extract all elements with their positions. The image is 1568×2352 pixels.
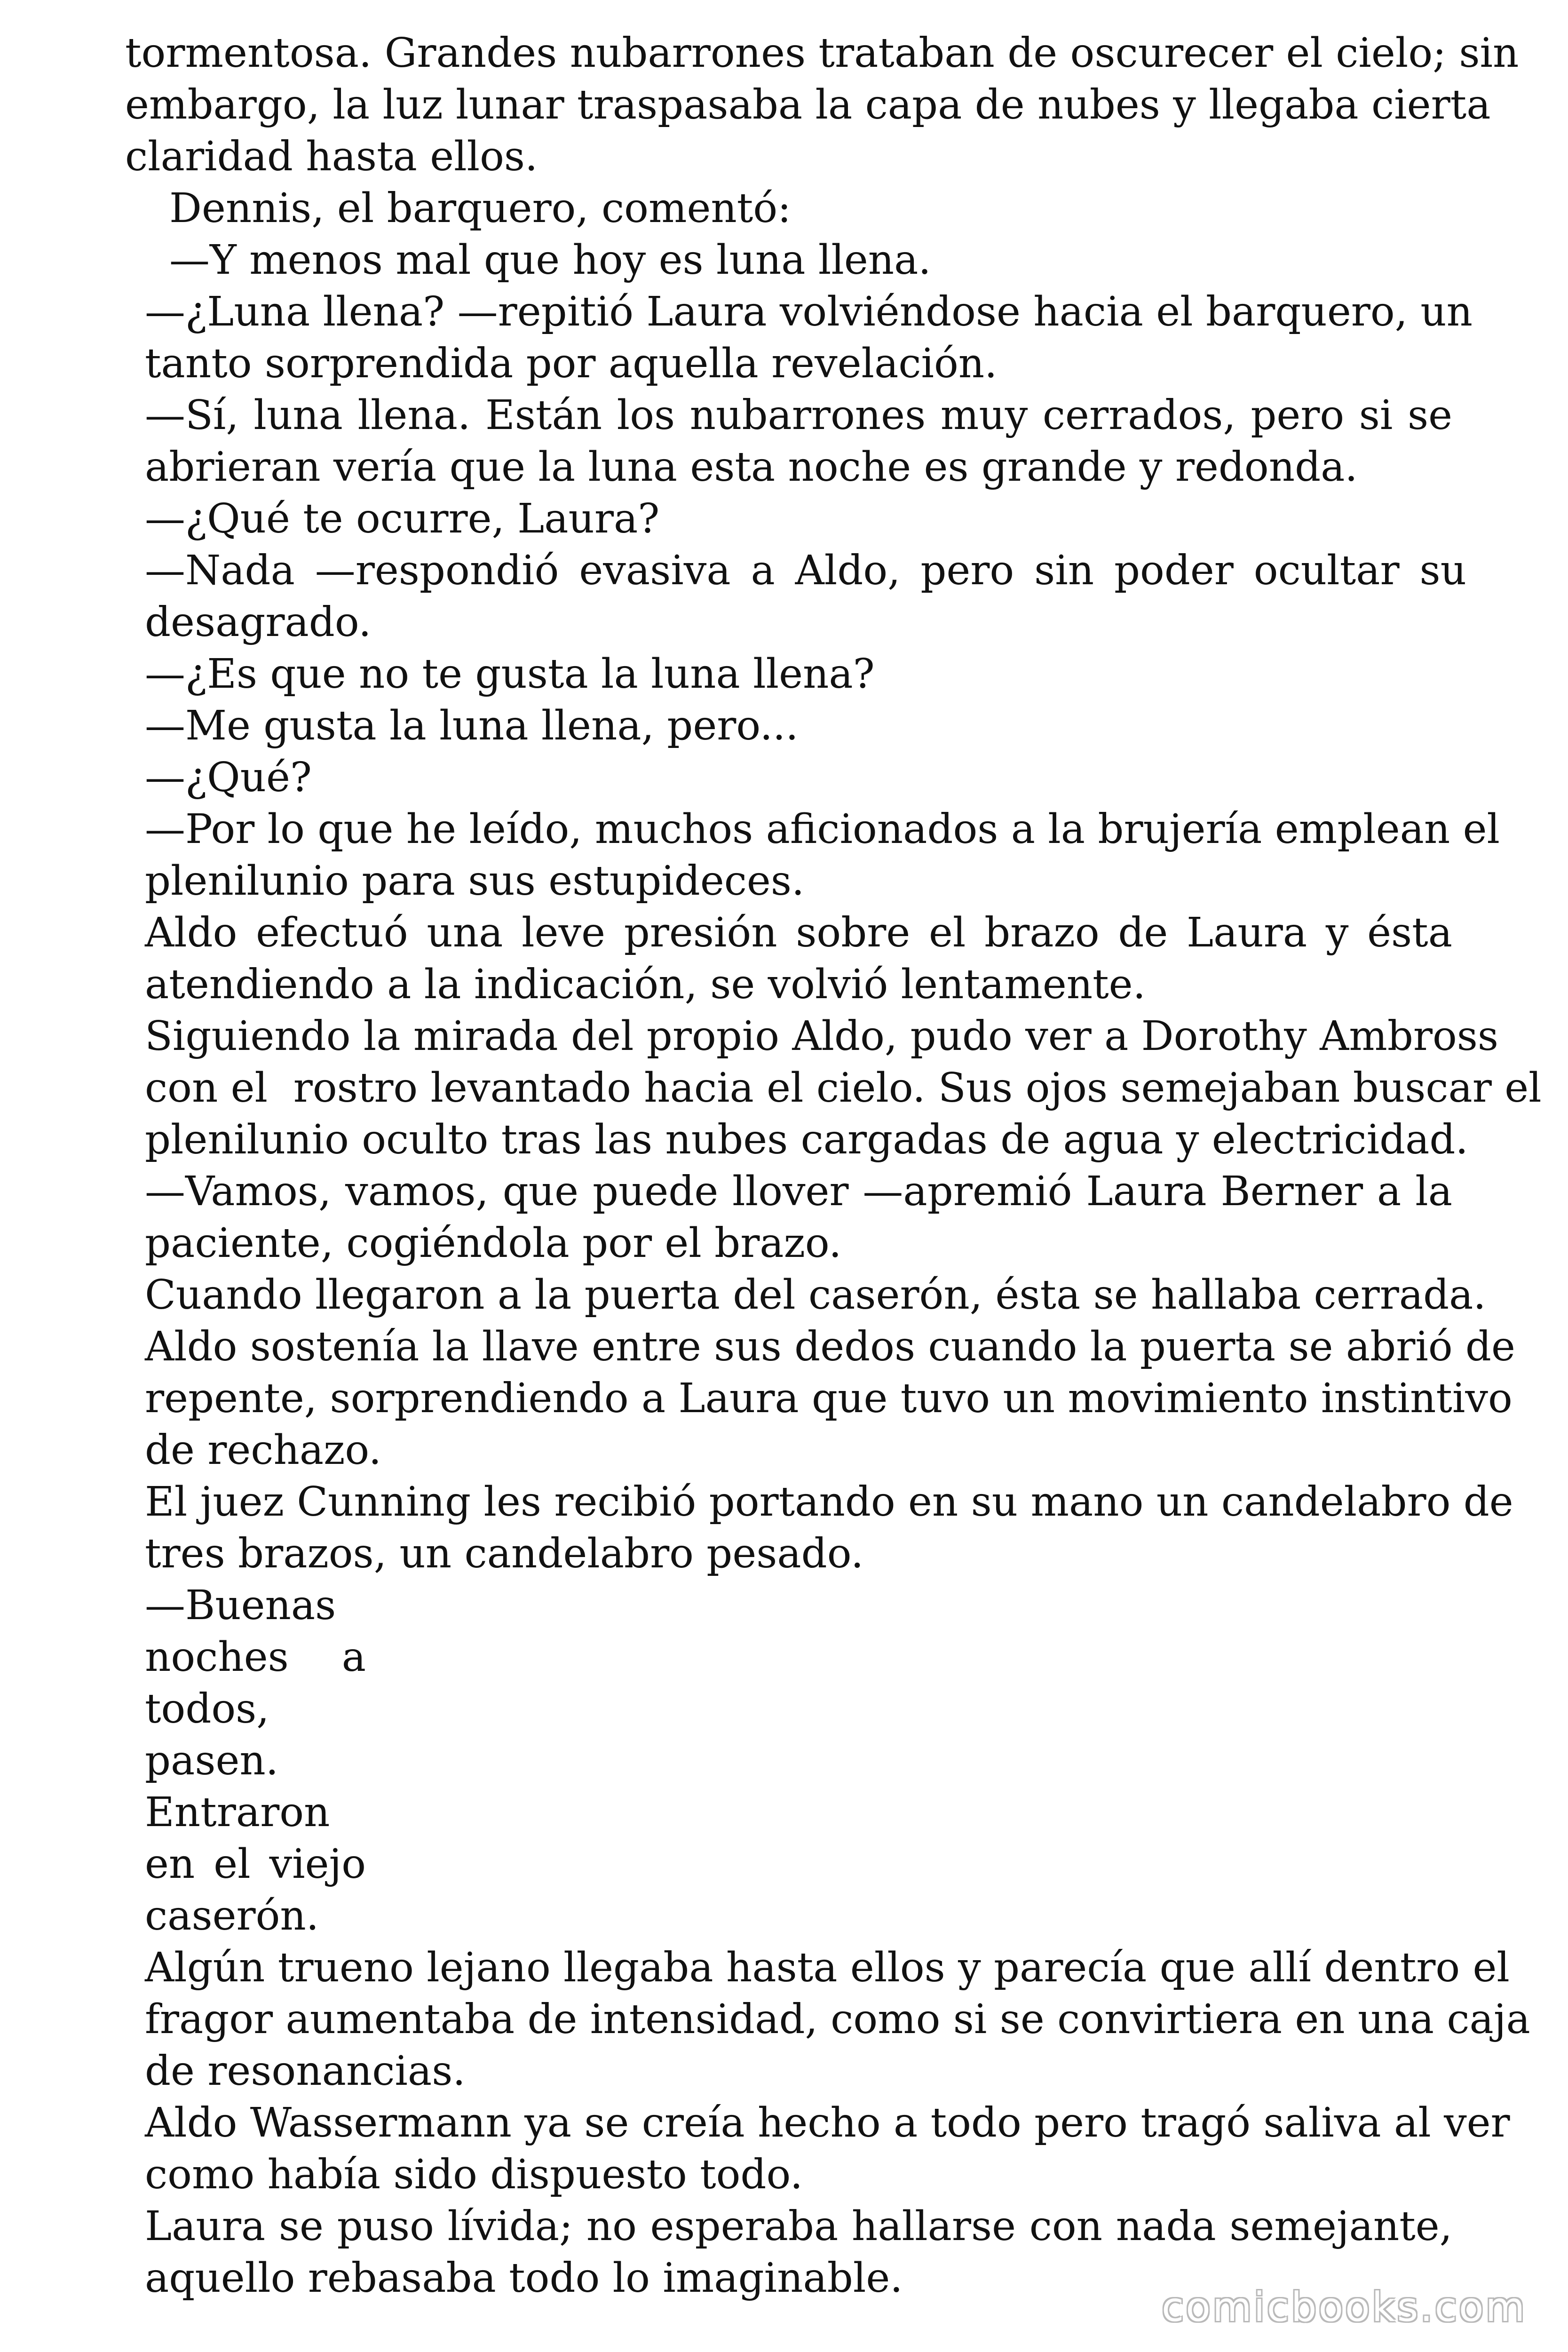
text-line: —¿Luna llena? —repitió Laura volviéndose hacia el barquero, un — [145, 288, 1473, 335]
text-line: —Vamos, vamos, que puede llover —apremió Laura Berner a la — [145, 1168, 1452, 1215]
text-line: repente, sorprendiendo a Laura que tuvo un movimiento instintivo — [145, 1375, 1513, 1422]
text-line: de resonancias. — [145, 2048, 466, 2095]
text-line: paciente, cogiéndola por el brazo. — [145, 1220, 842, 1267]
text-line: Dennis, el barquero, comentó: — [169, 185, 792, 232]
text-line: Cuando llegaron a la puerta del caserón, ésta se hallaba cerrada. — [145, 1271, 1486, 1319]
text-line: —Me gusta la luna llena, pero... — [145, 702, 799, 749]
text-line: El juez Cunning les recibió portando en su mano un candelabro de — [145, 1478, 1513, 1526]
text-line: —Por lo que he leído, muchos aficionados a la brujería emplean el — [145, 806, 1500, 853]
text-line: Siguiendo la mirada del propio Aldo, pudo ver a Dorothy Ambross — [145, 1013, 1499, 1060]
text-line: con el rostro levantado hacia el cielo. Sus ojos semejaban buscar el — [145, 1065, 1542, 1112]
text-line: como había sido dispuesto todo. — [145, 2151, 803, 2198]
text-line: tres brazos, un candelabro pesado. — [145, 1530, 864, 1577]
text-line: atendiendo a la indicación, se volvió lentamente. — [145, 961, 1146, 1008]
text-line: Aldo efectuó una leve presión sobre el brazo de Laura y ésta — [145, 909, 1452, 956]
text-line: todos, — [145, 1685, 269, 1732]
text-line: Aldo Wassermann ya se creía hecho a todo pero tragó saliva al ver — [145, 2099, 1510, 2146]
text-line: —¿Qué te ocurre, Laura? — [145, 495, 660, 542]
text-line: de rechazo. — [145, 1427, 382, 1474]
text-line: abrieran vería que la luna esta noche es grande y redonda. — [145, 444, 1358, 491]
text-line: —¿Qué? — [145, 754, 312, 801]
text-line: tormentosa. Grandes nubarrones trataban de oscurecer el cielo; sin — [125, 30, 1519, 77]
text-line: en el viejo — [145, 1841, 366, 1888]
text-line: embargo, la luz lunar traspasaba la capa de nubes y llegaba cierta — [125, 81, 1491, 128]
text-line: —¿Es que no te gusta la luna llena? — [145, 651, 875, 698]
text-line: Entraron — [145, 1789, 330, 1836]
text-line: Laura se puso lívida; no esperaba hallarse con nada semejante, — [145, 2203, 1452, 2250]
text-line: caserón. — [145, 1892, 319, 1939]
watermark: comicbooks.com — [1162, 2284, 1527, 2331]
text-line: desagrado. — [145, 599, 372, 646]
text-line: tanto sorprendida por aquella revelación. — [145, 340, 998, 387]
text-line: noches a — [145, 1634, 366, 1681]
text-line: plenilunio para sus estupideces. — [145, 858, 805, 905]
text-line: —Buenas — [145, 1582, 336, 1629]
text-line: fragor aumentaba de intensidad, como si se convirtiera en una caja — [145, 1996, 1530, 2043]
text-line: —Sí, luna llena. Están los nubarrones muy cerrados, pero si se — [145, 392, 1452, 439]
text-line: pasen. — [145, 1737, 279, 1784]
text-line: claridad hasta ellos. — [125, 133, 538, 180]
text-line: —Nada —respondió evasiva a Aldo, pero sin poder ocultar su — [145, 547, 1466, 594]
text-line: aquello rebasaba todo lo imaginable. — [145, 2255, 903, 2302]
text-line: Algún trueno lejano llegaba hasta ellos y parecía que allí dentro el — [145, 1944, 1510, 1991]
text-line: —Y menos mal que hoy es luna llena. — [169, 237, 931, 284]
text-line: Aldo sostenía la llave entre sus dedos cuando la puerta se abrió de — [145, 1323, 1515, 1370]
text-line: plenilunio oculto tras las nubes cargadas de agua y electricidad. — [145, 1116, 1468, 1163]
